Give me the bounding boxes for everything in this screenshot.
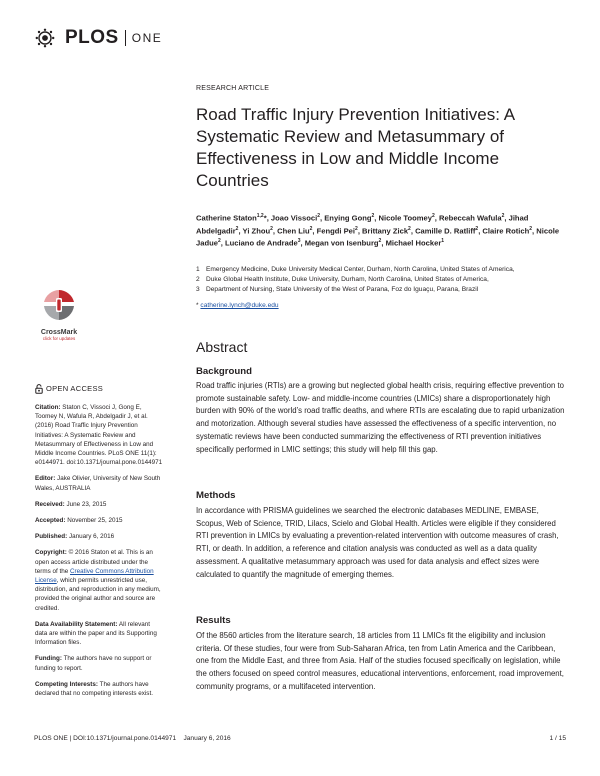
author-name[interactable]: Joao Vissoci <box>270 213 318 223</box>
author-affiliation-ref: 2 <box>217 238 221 245</box>
author-name[interactable]: Yi Zhou <box>242 226 271 236</box>
published-block <box>35 532 163 541</box>
footer-journal-doi <box>34 735 231 742</box>
funding-label: Funding: <box>35 655 62 663</box>
citation-label: Citation: <box>35 404 61 411</box>
background-heading: Background <box>196 366 252 377</box>
data-availability-text: All relevant data are within the paper and its Supporting Information files. <box>35 620 157 647</box>
article-info-sidebar <box>35 384 163 705</box>
copyright-label: Copyright: <box>35 549 67 557</box>
editor-text: Jake Olivier, University of New South Wales, AUSTRALIA <box>35 475 161 492</box>
plos-one-logo[interactable] <box>35 27 162 49</box>
author-affiliation-ref: 2 <box>317 213 320 219</box>
funding-block <box>35 654 163 672</box>
citation-text: Staton C, Vissoci J, Gong E, Toomey N, Wafula R, Abdelgadir J, et al. (2016) Road Traffic Injury Prevention Initiatives: A Systematic Review and Metasummary of Effectiveness in Low and Middle Income Countries. PLoS ONE 11(1): e0144971. doi:10.1371/journal.pone.0144971 <box>35 404 163 467</box>
published-date: January 6, 2016 <box>68 533 115 541</box>
author-affiliation-ref: 2 <box>529 225 533 232</box>
results-heading: Results <box>196 615 231 626</box>
author-name[interactable]: Enying Gong <box>324 213 372 223</box>
logo-divider <box>125 30 126 46</box>
corresponding-mark: * <box>196 302 199 309</box>
page-footer <box>34 735 566 742</box>
funding-text: The authors have no support or funding to report. <box>35 655 152 672</box>
plos-logo-icon <box>35 28 61 48</box>
competing-interests-block <box>35 680 163 698</box>
copyright-text-end: , which permits unrestricted use, distribution, and reproduction in any medium, provided the original author and source are credited. <box>35 577 161 612</box>
affiliation-list <box>196 265 568 295</box>
accepted-date: November 25, 2015 <box>67 517 123 525</box>
author-affiliation-ref: 2 <box>235 225 239 232</box>
open-access-badge <box>35 384 163 394</box>
methods-text: In accordance with PRISMA guidelines we searched the electronic databases MEDLINE, EMBASE, Scopus, Web of Science, TRID, Lilacs, Scielo and Global Health. Articles were eligible if they considered RTI prevention in LMICs by evaluating a prevention-related intervention with outcome measures of crash, RTI, or death. In addition, a reference and citation analysis was conducted as well as a data quality assessment. A qualitative metasummary approach was used for data analysis and effect sizes were calculated to quantify the magnitude of emerging themes. <box>196 506 559 579</box>
accepted-label: Accepted: <box>35 517 66 525</box>
author-name[interactable]: Fengdi Pei <box>316 226 356 236</box>
copyright-text: © 2016 Staton et al. This is an open access article distributed under the terms of the <box>35 549 153 575</box>
footer-date: January 6, 2016 <box>183 735 231 742</box>
author-affiliation-ref: 1,2 <box>256 213 264 219</box>
crossmark-label: CrossMark <box>40 329 78 336</box>
crossmark-sublabel: click for updates <box>42 336 76 341</box>
affiliation-text: Duke Global Health Institute, Duke University, Durham, North Carolina, United States of America, <box>206 276 489 283</box>
received-label: Received: <box>35 500 65 508</box>
affiliation-item <box>196 275 568 285</box>
affiliation-item <box>196 285 568 295</box>
author-name[interactable]: Chen Liu <box>277 226 310 236</box>
results-text: Of the 8560 articles from the literature search, 18 articles from 11 LMICs fit the eligibility and inclusion criteria. Of these studies, four were from Sub-Saharan Africa, ten from Latin America and the Caribbean, one from the Middle East, and three from Asia. Half of the studies focused specifically on legislation, while the others focused on speed control measures, educational interventions, enforcement, road improvement, community programs, or a multifaceted intervention. <box>196 631 564 691</box>
author-affiliation-ref: 2 <box>501 213 505 219</box>
author-affiliation-ref: 2 <box>431 213 435 219</box>
author-name[interactable]: Luciano de Andrade <box>224 238 298 248</box>
journal-name: ONE <box>131 31 163 45</box>
crossmark-icon <box>34 288 84 322</box>
corresponding-author <box>196 302 279 309</box>
accepted-block <box>35 516 163 525</box>
received-date: June 23, 2015 <box>66 500 107 508</box>
received-block <box>35 500 163 509</box>
author-affiliation-ref: 2 <box>408 225 411 232</box>
published-label: Published: <box>35 533 68 541</box>
data-availability-block <box>35 620 163 648</box>
affiliation-number: 1 <box>196 266 200 273</box>
author-affiliation-ref: 2 <box>309 225 313 232</box>
cc-license-link[interactable]: Creative Commons Attribution License <box>35 567 154 585</box>
plos-brand: PLOS <box>65 27 119 48</box>
competing-interests-text: The authors have declared that no competing interests exist. <box>35 680 153 698</box>
author-name[interactable]: Rebeccah Wafula <box>438 213 502 223</box>
article-title: Road Traffic Injury Prevention Initiatives: A Systematic Review and Metasummary of Effectiveness in Low and Middle Income Countries <box>196 105 515 190</box>
author-name[interactable]: Megan von Isenburg <box>304 238 379 248</box>
author-name[interactable]: Camille D. Ratliff <box>415 226 476 236</box>
corresponding-author-mark: * <box>263 213 267 223</box>
editor-block <box>35 474 163 492</box>
methods-heading: Methods <box>196 490 236 501</box>
editor-label: Editor: <box>35 475 56 483</box>
author-affiliation-ref: 2 <box>270 225 273 232</box>
author-affiliation-ref: 2 <box>378 238 382 245</box>
affiliation-text: Emergency Medicine, Duke University Medical Center, Durham, North Carolina, United States of America, <box>206 266 515 273</box>
author-affiliation-ref: 2 <box>475 225 479 232</box>
author-name[interactable]: Nicole Toomey <box>378 213 432 223</box>
author-affiliation-ref: 3 <box>297 238 301 245</box>
competing-interests-label: Competing Interests: <box>35 680 98 688</box>
background-text: Road traffic injuries (RTIs) are a growing but neglected global health crisis, requiring effective prevention to promote sustainable safety. Low- and middle-income countries (LMICs) share a disproportionately high burden with 90% of the world’s road traffic deaths, and where RTIs are escalating due to rapid urbanization and motorization. Although several studies have assessed the effectiveness of a specific intervention, no systematic reviews have been conducted summarizing the effectiveness of RTI prevention initiatives specifically performed in LMIC settings; this study will help fill this gap. <box>196 381 565 454</box>
author-name[interactable]: Nicole Jadue <box>196 226 560 248</box>
article-type: RESEARCH ARTICLE <box>196 85 270 92</box>
data-availability-label: Data Availability Statement: <box>35 620 118 628</box>
affiliation-text: Department of Nursing, State University of the West of Parana, Foz do Iguaçu, Parana, Brazil <box>206 286 479 293</box>
open-lock-icon <box>35 384 43 394</box>
abstract-heading: Abstract <box>196 339 248 355</box>
author-name[interactable]: Michael Hocker <box>385 238 442 248</box>
author-affiliation-ref: 1 <box>441 238 445 245</box>
affiliation-item <box>196 265 568 275</box>
open-access-label: OPEN ACCESS <box>46 384 104 394</box>
author-name[interactable]: Brittany Zick <box>362 226 409 236</box>
author-name[interactable]: Claire Rotich <box>482 226 530 236</box>
corresponding-email-link[interactable]: catherine.lynch@duke.edu <box>200 302 279 309</box>
page-number: 1 / 15 <box>549 735 566 742</box>
crossmark-badge[interactable] <box>34 288 84 341</box>
affiliation-number: 3 <box>196 286 200 293</box>
author-name[interactable]: Catherine Staton <box>196 213 257 223</box>
author-list: Catherine Staton$^{1,2}$*, Joao Vissoci$^2$, Enying Gong$^2$, Nicole Toomey$^2$, Rebeccah Wafula$^2$, Jihad Abdelgadir$^2$, Yi Zhou$^2$, Chen Liu$^2$, Fengdi Pei$^2$, Brittany Zick$^2$, Camille D. Ratliff$^2$, Claire Rotich$^2$, Nicole Jadue$^2$, Luciano de Andrade$^3$, Megan von Isenburg$^2$, Michael Hocker$^1$ <box>196 213 560 248</box>
author-name[interactable]: Jihad Abdelgadir <box>196 213 529 236</box>
footer-doi: PLOS ONE | DOI:10.1371/journal.pone.0144971 <box>34 735 177 742</box>
citation-block <box>35 403 163 467</box>
copyright-block <box>35 548 163 612</box>
author-affiliation-ref: 2 <box>355 225 358 232</box>
affiliation-number: 2 <box>196 276 200 283</box>
author-affiliation-ref: 2 <box>371 213 375 219</box>
